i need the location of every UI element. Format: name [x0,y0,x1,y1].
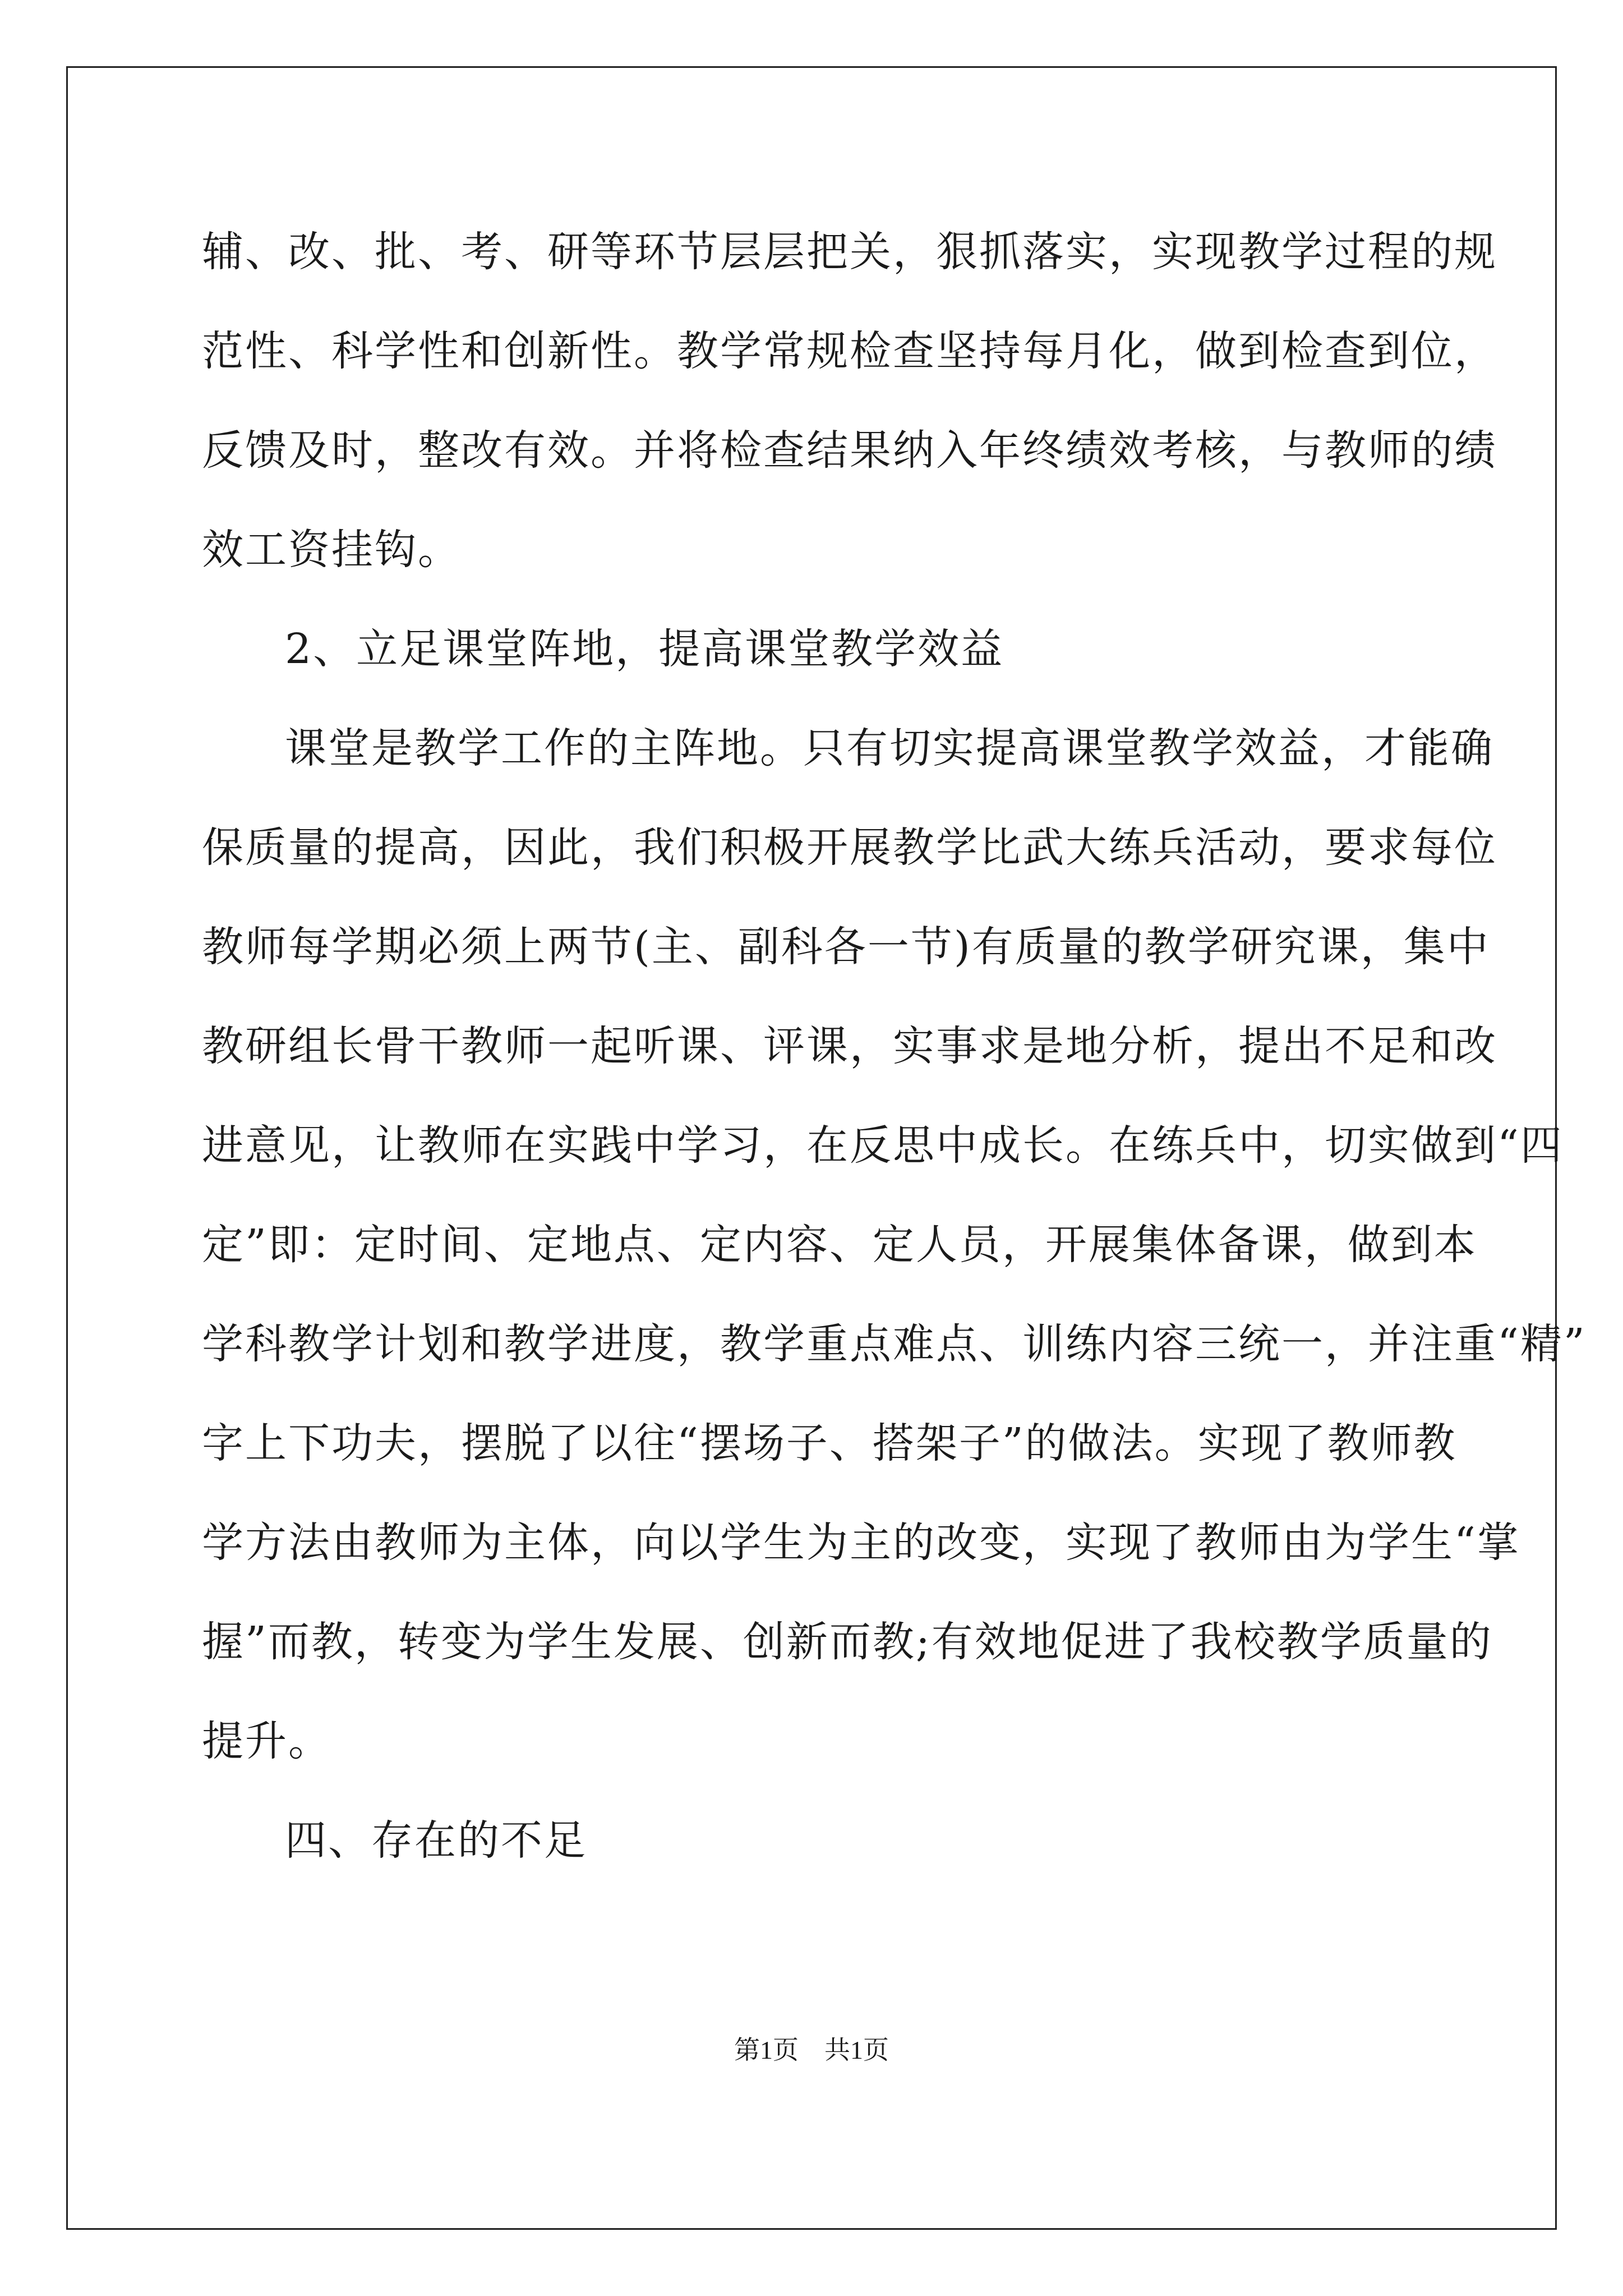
text-line: 课堂是教学工作的主阵地。只有切实提高课堂教学效益，才能确 [285,724,1494,772]
text-line: 定”即：定时间、定地点、定内容、定人员，开展集体备课，做到本 [202,1221,1477,1269]
section-heading: 2、立足课堂阵地，提高课堂教学效益 [285,625,1004,673]
text-line: 提升。 [202,1717,331,1765]
text-line: 学科教学计划和教学进度，教学重点难点、训练内容三统一，并注重“精” [202,1320,1587,1368]
text-line: 保质量的提高，因此，我们积极开展教学比武大练兵活动，要求每位 [202,823,1497,872]
text-line: 进意见，让教师在实践中学习，在反思中成长。在练兵中，切实做到“四 [202,1121,1564,1170]
text-line: 学方法由教师为主体，向以学生为主的改变，实现了教师由为学生“掌 [202,1519,1520,1567]
text-line: 范性、科学性和创新性。教学常规检查坚持每月化，做到检查到位， [202,327,1497,375]
text-line: 字上下功夫，摆脱了以往“摆场子、搭架子”的做法。实现了教师教 [202,1419,1457,1467]
text-line: 教师每学期必须上两节(主、副科各一节)有质量的教学研究课，集中 [202,923,1490,971]
text-line: 辅、改、批、考、研等环节层层把关，狠抓落实，实现教学过程的规 [202,228,1497,276]
text-line: 效工资挂钩。 [202,526,461,574]
section-heading: 四、存在的不足 [285,1816,587,1865]
text-line: 教研组长骨干教师一起听课、评课，实事求是地分析，提出不足和改 [202,1022,1497,1070]
document-body [202,215,1587,1903]
text-line: 反馈及时，整改有效。并将检查结果纳入年终绩效考核，与教师的绩 [202,426,1497,475]
page-number: 第1页 共1页 [734,2036,889,2064]
text-line: 握”而教，转变为学生发展、创新而教;有效地促进了我校教学质量的 [202,1618,1493,1666]
